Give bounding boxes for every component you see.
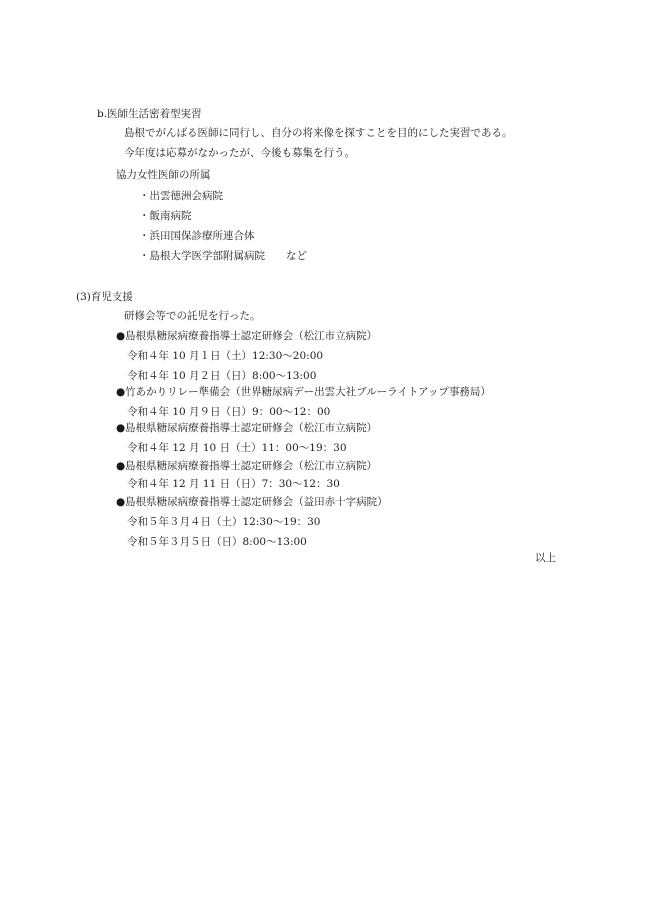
affiliation-item: ・飯南病院 (139, 210, 192, 222)
event-title: ●島根県糖尿病療養指導士認定研修会（松江市立病院） (116, 330, 378, 342)
event-date: 令和４年 10 月１日（土）12:30～20:00 (127, 350, 324, 362)
event-date: 令和４年 10 月９日（日）9：00～12：00 (127, 406, 331, 418)
section-b-heading: b.医師生活密着型実習 (97, 108, 202, 120)
section-b-paragraph-1: 島根でがんばる医師に同行し、自分の将来像を探すことを目的にした実習である。 (124, 127, 513, 139)
event-date: 令和４年 12 月 10 日（土）11：00～19：30 (127, 442, 347, 454)
event-date: 令和４年 12 月 11 日（日）7：30～12：30 (127, 478, 340, 490)
section-b-paragraph-2: 今年度は応募がなかったが、今後も募集を行う。 (124, 147, 355, 159)
event-date: 令和５年３月４日（土）12:30～19：30 (127, 516, 321, 528)
section-3-heading: (3)育児支援 (76, 291, 133, 303)
affiliation-heading: 協力女性医師の所属 (116, 169, 211, 181)
section-3-intro: 研修会等での託児を行った。 (124, 310, 261, 322)
event-title: ●竹あかりリレー準備会（世界糖尿病デー出雲大社ブルーライトアップ事務局） (116, 386, 491, 398)
affiliation-item: ・出雲徳洲会病院 (139, 190, 223, 202)
affiliation-item: ・浜田国保診療所連合体 (139, 230, 255, 242)
closing-text: 以上 (535, 552, 556, 564)
event-title: ●島根県糖尿病療養指導士認定研修会（松江市立病院） (116, 422, 378, 434)
event-title: ●島根県糖尿病療養指導士認定研修会（松江市立病院） (116, 460, 378, 472)
event-date: 令和４年 10 月２日（日）8:00～13:00 (127, 370, 317, 382)
affiliation-item: ・島根大学医学部附属病院 など (139, 250, 307, 262)
event-date: 令和５年３月５日（日）8:00～13:00 (127, 536, 307, 548)
event-title: ●島根県糖尿病療養指導士認定研修会（益田赤十字病院） (116, 496, 388, 508)
